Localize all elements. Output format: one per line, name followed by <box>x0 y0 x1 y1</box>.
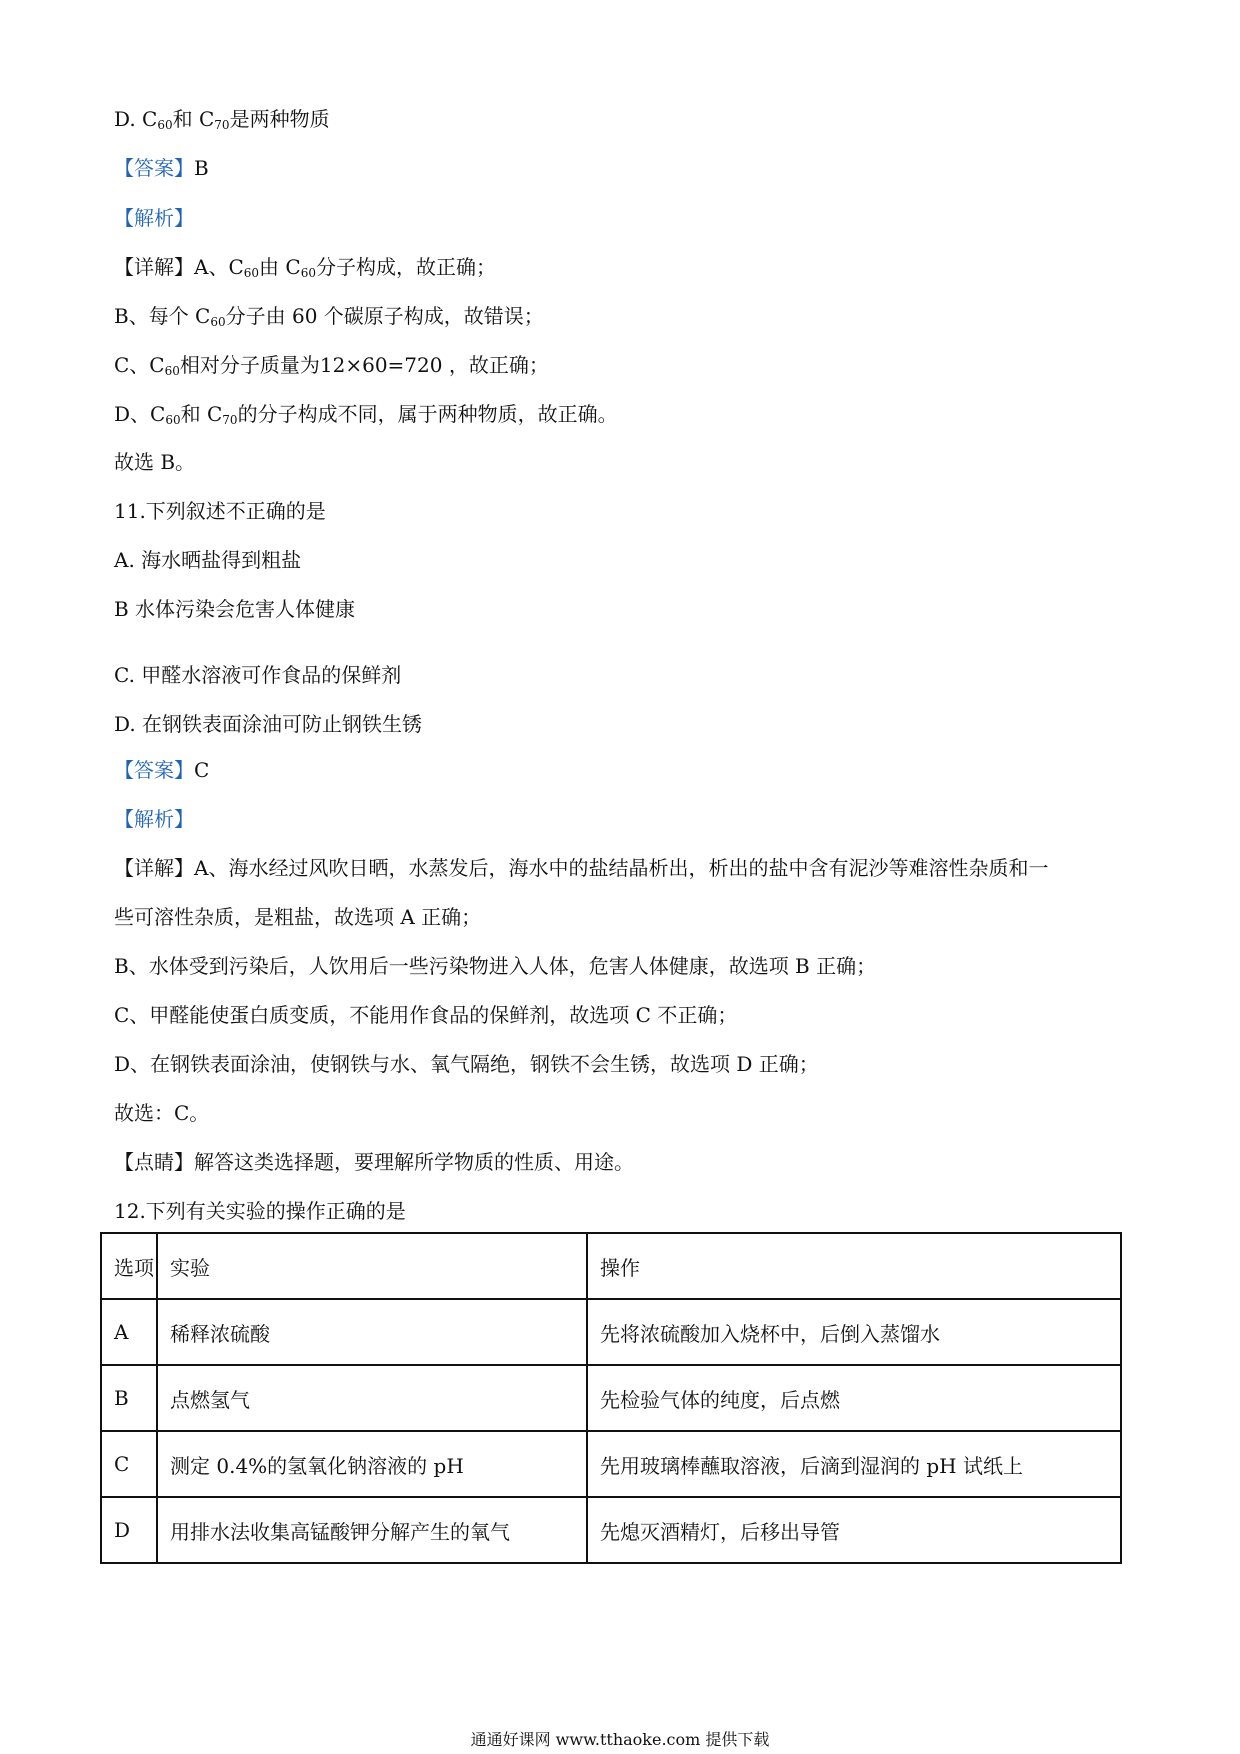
q11-option-c: C. 甲醛水溶液可作食品的保鲜剂 <box>114 663 402 687</box>
q11-comment: 【点睛】解答这类选择题，要理解所学物质的性质、用途。 <box>114 1150 634 1174</box>
q11-question: 11.下列叙述不正确的是 <box>114 499 326 523</box>
table-cell: 测定 0.4%的氢氧化钠溶液的 pH <box>157 1431 587 1497</box>
table-cell: D <box>101 1497 157 1563</box>
table-cell: A <box>101 1299 157 1365</box>
table-header-row <box>101 1233 1121 1299</box>
q10-analysis-heading: 【解析】 <box>114 206 194 230</box>
q11-detail-line1: 【详解】A、海水经过风吹日晒，水蒸发后，海水中的盐结晶析出，析出的盐中含有泥沙等难溶性杂质和一 <box>114 856 1049 880</box>
q11-option-a: A. 海水晒盐得到粗盐 <box>114 548 302 572</box>
table-cell: 稀释浓硫酸 <box>157 1299 587 1365</box>
q10-line-b: B、每个 $C_{60}$分子由 60 个碳原子构成，故错误； <box>114 304 544 329</box>
header-option: 选项 <box>101 1233 157 1299</box>
table-cell: 用排水法收集高锰酸钾分解产生的氧气 <box>157 1497 587 1563</box>
table-row <box>101 1365 1121 1431</box>
page-footer: 通通好课网 www.tthaoke.com 提供下载 <box>470 1730 770 1749</box>
q11-option-b: B 水体污染会危害人体健康 <box>114 597 356 621</box>
table-cell: 点燃氢气 <box>157 1365 587 1431</box>
q11-analysis-heading: 【解析】 <box>114 807 194 831</box>
q11-option-d: D. 在钢铁表面涂油可防止钢铁生锈 <box>114 712 423 736</box>
table-cell: C <box>101 1431 157 1497</box>
table-row <box>101 1431 1121 1497</box>
q10-line-c: C、$C_{60}$相对分子质量为12×60=720 ，故正确； <box>114 353 549 378</box>
q10-answer: 【答案】B <box>114 156 209 180</box>
q11-choose: 故选：C。 <box>114 1101 210 1125</box>
q12-question: 12.下列有关实验的操作正确的是 <box>114 1199 406 1223</box>
q11-detail-line2: 些可溶性杂质，是粗盐，故选项 A 正确； <box>114 905 482 929</box>
q11-answer: 【答案】C <box>114 758 210 782</box>
q12-table <box>100 1232 1122 1564</box>
table-cell: B <box>101 1365 157 1431</box>
header-operation: 操作 <box>587 1233 1121 1299</box>
table-row <box>101 1299 1121 1365</box>
header-experiment: 实验 <box>157 1233 587 1299</box>
q11-line-c: C、甲醛能使蛋白质变质，不能用作食品的保鲜剂，故选项 C 不正确； <box>114 1003 738 1027</box>
q10-line-d: D、$C_{60}$和 $C_{70}$的分子构成不同，属于两种物质，故正确。 <box>114 402 618 427</box>
table-cell: 先将浓硫酸加入烧杯中，后倒入蒸馏水 <box>587 1299 1121 1365</box>
q10-choose: 故选 B。 <box>114 450 196 474</box>
table-cell: 先检验气体的纯度，后点燃 <box>587 1365 1121 1431</box>
q10-option-d: D. $C_{60}$和 $C_{70}$是两种物质 <box>114 107 330 132</box>
table-cell: 先熄灭酒精灯，后移出导管 <box>587 1497 1121 1563</box>
q10-detail: 【详解】A、$C_{60}$由 $C_{60}$分子构成，故正确； <box>114 255 496 280</box>
q11-line-b: B、水体受到污染后，人饮用后一些污染物进入人体，危害人体健康，故选项 B 正确； <box>114 954 877 978</box>
table-cell: 先用玻璃棒蘸取溶液，后滴到湿润的 pH 试纸上 <box>587 1431 1121 1497</box>
q11-line-d: D、在钢铁表面涂油，使钢铁与水、氧气隔绝，钢铁不会生锈，故选项 D 正确； <box>114 1052 819 1076</box>
table-row <box>101 1497 1121 1563</box>
